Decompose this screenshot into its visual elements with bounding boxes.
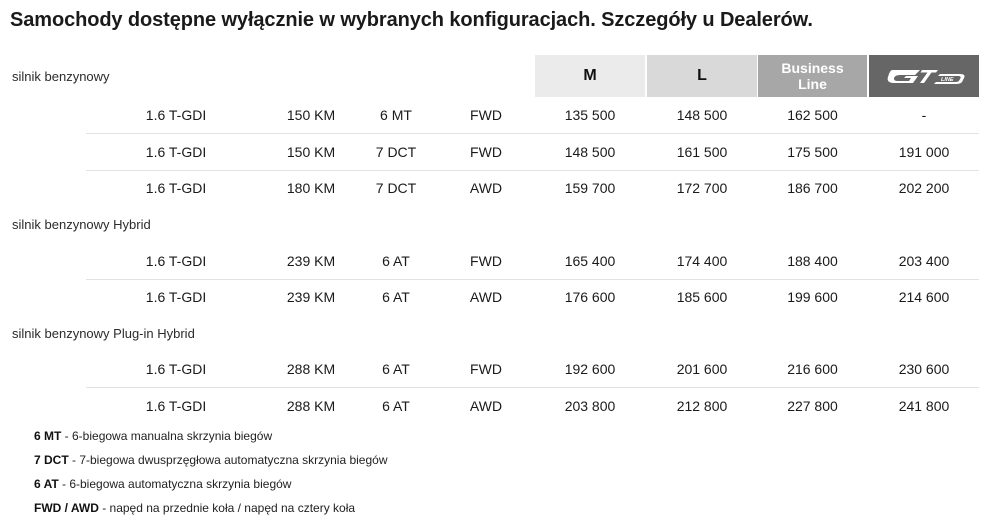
table-row [86, 243, 979, 280]
legend-item [34, 501, 355, 515]
legend-desc: - 6-biegowa automatyczna skrzynia biegów [58, 477, 292, 491]
cell-price-business-line: 188 400 [787, 253, 838, 269]
cell-price-m: 203 800 [564, 398, 616, 414]
cell-gearbox: 6 AT [382, 361, 410, 377]
cell-price-m: 159 700 [564, 180, 616, 196]
gt-line-logo-icon [878, 66, 970, 86]
cell-drive: AWD [469, 398, 503, 414]
cell-drive: AWD [469, 180, 503, 196]
cell-price-business-line: 216 600 [787, 361, 838, 377]
section-label-plugin-hybrid: silnik benzynowy Plug-in Hybrid [12, 326, 195, 341]
legend-desc: - 6-biegowa manualna skrzynia biegów [61, 429, 273, 443]
cell-price-l: 148 500 [676, 107, 728, 123]
cell-gearbox: 6 AT [382, 289, 410, 305]
cell-price-gt-line: 191 000 [898, 144, 950, 160]
cell-power: 239 KM [286, 289, 336, 305]
cell-power: 288 KM [286, 398, 336, 414]
cell-power: 288 KM [286, 361, 336, 377]
cell-drive: AWD [469, 289, 503, 305]
cell-power: 150 KM [286, 144, 336, 160]
cell-engine: 1.6 T-GDI [145, 398, 207, 414]
cell-price-business-line: 186 700 [787, 180, 838, 196]
legend-item [34, 429, 272, 443]
cell-drive: FWD [470, 107, 502, 123]
cell-power: 239 KM [286, 253, 336, 269]
cell-price-m: 176 600 [564, 289, 616, 305]
page-title: Samochody dostępne wyłącznie w wybranych konfiguracjach. Szczegóły u Dealerów. [10, 9, 813, 31]
cell-price-gt-line: 230 600 [898, 361, 950, 377]
svg-text:LINE: LINE [941, 77, 954, 83]
business-line-label-1: Business [781, 60, 844, 76]
cell-drive: FWD [470, 361, 502, 377]
legend-desc: - napęd na przednie koła / napęd na cztery koła [98, 501, 356, 515]
cell-engine: 1.6 T-GDI [145, 253, 207, 269]
table-row [86, 351, 979, 388]
cell-power: 150 KM [286, 107, 336, 123]
table-row [86, 388, 979, 424]
trim-header-l: L [647, 55, 757, 97]
cell-price-business-line: 162 500 [787, 107, 838, 123]
business-line-label-2: Line [798, 76, 827, 92]
cell-price-m: 192 600 [564, 361, 616, 377]
cell-engine: 1.6 T-GDI [145, 144, 207, 160]
table-row [86, 279, 979, 315]
cell-price-l: 174 400 [676, 253, 728, 269]
cell-price-gt-line: 241 800 [898, 398, 950, 414]
section-label-hybrid: silnik benzynowy Hybrid [12, 217, 151, 232]
legend-desc: - 7-biegowa dwusprzęgłowa automatyczna skrzynia biegów [68, 453, 388, 467]
cell-price-l: 212 800 [676, 398, 728, 414]
legend-term: 6 MT [34, 429, 62, 443]
cell-gearbox: 7 DCT [375, 144, 417, 160]
cell-gearbox: 7 DCT [375, 180, 417, 196]
legend-term: 6 AT [34, 477, 59, 491]
cell-price-gt-line: 202 200 [898, 180, 950, 196]
cell-price-l: 201 600 [676, 361, 728, 377]
cell-price-gt-line: 203 400 [898, 253, 950, 269]
table-row [86, 97, 979, 134]
table-row [86, 170, 979, 206]
cell-price-business-line: 175 500 [787, 144, 838, 160]
cell-price-m: 148 500 [564, 144, 616, 160]
table-row [86, 134, 979, 171]
cell-price-gt-line: 214 600 [898, 289, 950, 305]
cell-price-l: 161 500 [676, 144, 728, 160]
cell-price-l: 185 600 [676, 289, 728, 305]
cell-engine: 1.6 T-GDI [145, 180, 207, 196]
cell-gearbox: 6 AT [382, 398, 410, 414]
cell-engine: 1.6 T-GDI [145, 361, 207, 377]
cell-price-m: 135 500 [564, 107, 616, 123]
section-label-petrol: silnik benzynowy [12, 69, 110, 84]
cell-price-l: 172 700 [676, 180, 728, 196]
legend-term: 7 DCT [34, 453, 69, 467]
cell-gearbox: 6 AT [382, 253, 410, 269]
cell-price-business-line: 199 600 [787, 289, 838, 305]
cell-engine: 1.6 T-GDI [145, 289, 207, 305]
cell-power: 180 KM [286, 180, 336, 196]
cell-drive: FWD [470, 253, 502, 269]
trim-header-business-line [758, 55, 867, 97]
cell-drive: FWD [470, 144, 502, 160]
trim-header-m: M [535, 55, 645, 97]
trim-header-gt-line [869, 55, 979, 97]
legend-term: FWD / AWD [34, 501, 99, 515]
legend-item [34, 453, 388, 467]
legend-item [34, 477, 291, 491]
cell-engine: 1.6 T-GDI [145, 107, 207, 123]
cell-gearbox: 6 MT [380, 107, 412, 123]
cell-price-gt-line: - [921, 107, 927, 123]
cell-price-business-line: 227 800 [787, 398, 838, 414]
cell-price-m: 165 400 [564, 253, 616, 269]
